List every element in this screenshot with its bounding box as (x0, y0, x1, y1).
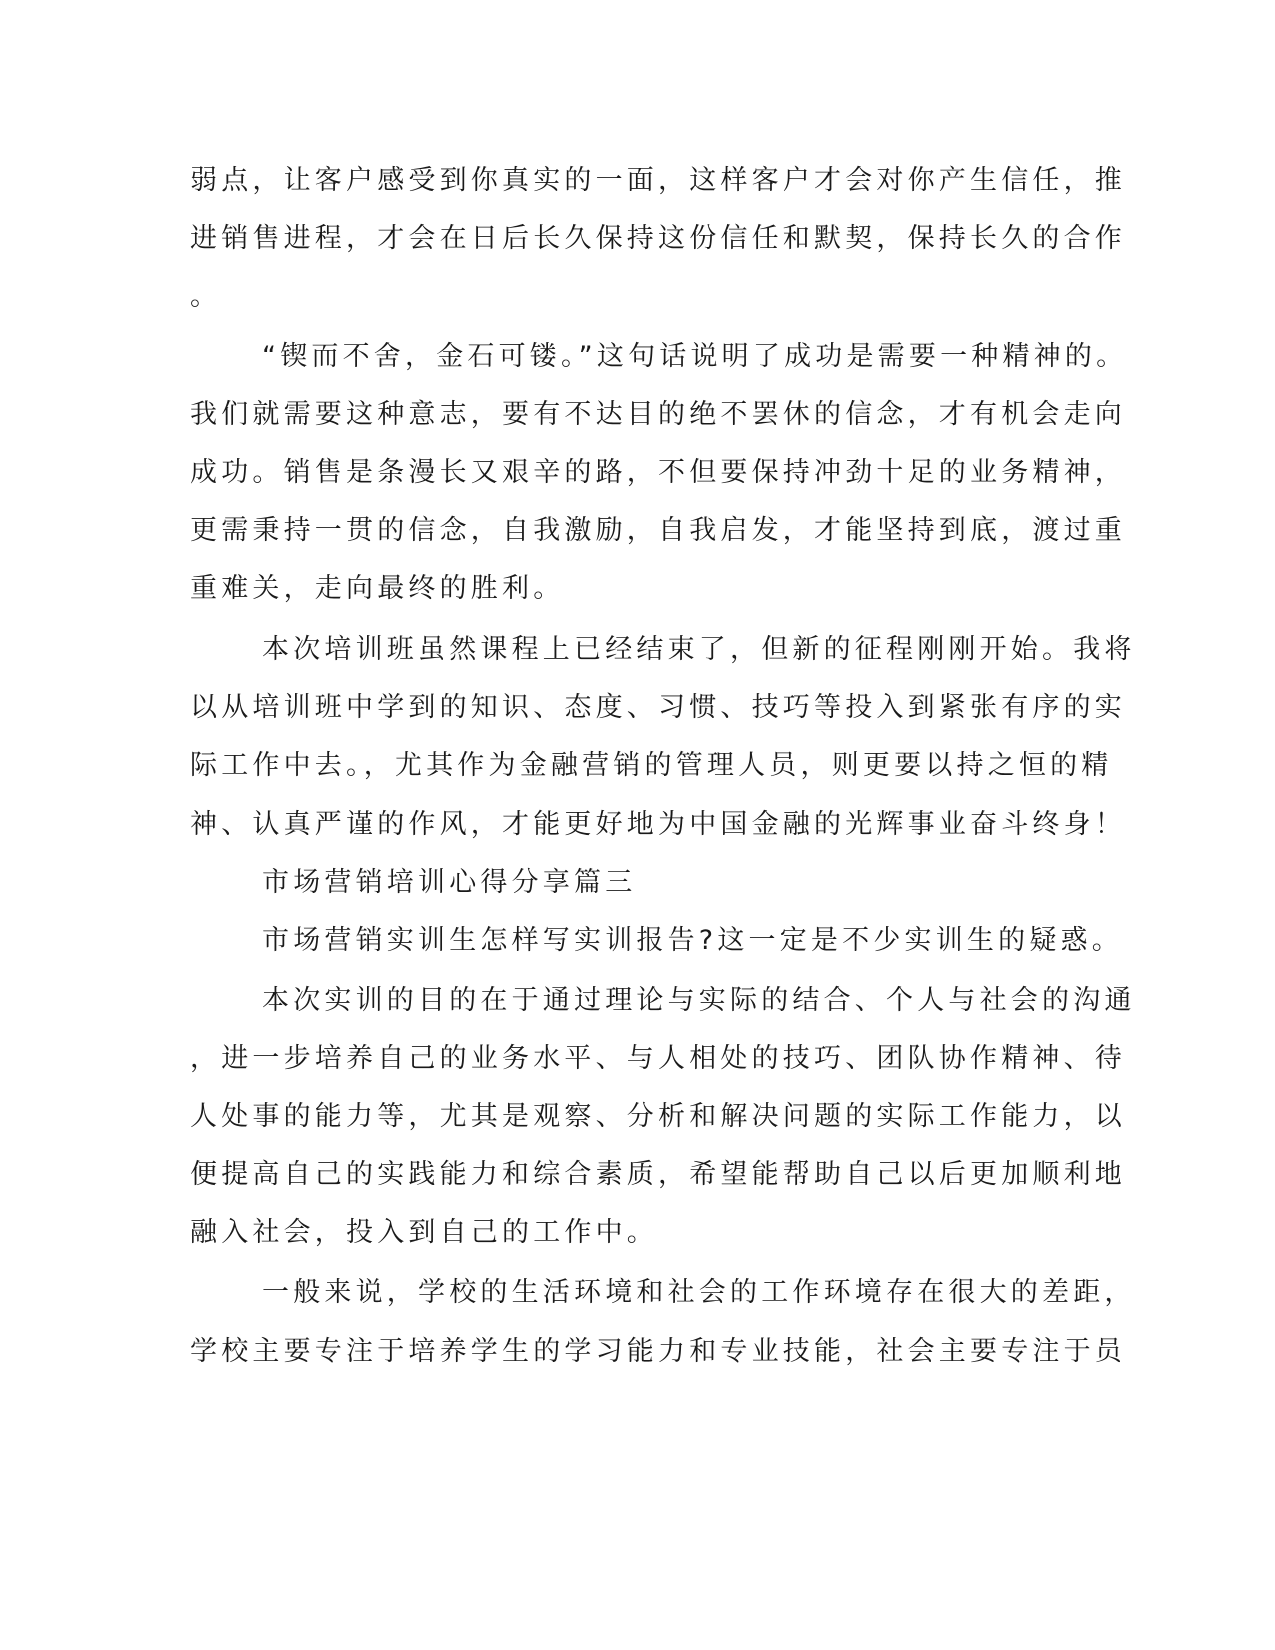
text-line: 神、认真严谨的作风，才能更好地为中国金融的光辉事业奋斗终身！ (190, 809, 1126, 840)
text-line: 进销售进程，才会在日后长久保持这份信任和默契，保持长久的合作 (190, 223, 1126, 254)
text-line: 更需秉持一贯的信念，自我激励，自我启发，才能坚持到底，渡过重 (190, 515, 1126, 546)
text-line: 便提高自己的实践能力和综合素质，希望能帮助自己以后更加顺利地 (190, 1159, 1126, 1190)
text-line: 学校主要专注于培养学生的学习能力和专业技能，社会主要专注于员 (190, 1336, 1126, 1367)
text-line: 本次培训班虽然课程上已经结束了，但新的征程刚刚开始。我将 (262, 634, 1136, 665)
text-line: 以从培训班中学到的知识、态度、习惯、技巧等投入到紧张有序的实 (190, 692, 1126, 723)
text-line: 本次实训的目的在于通过理论与实际的结合、个人与社会的沟通 (262, 985, 1136, 1016)
text-line: 际工作中去。，尤其作为金融营销的管理人员，则更要以持之恒的精 (190, 750, 1113, 781)
text-line: “锲而不舍，金石可镂。”这句话说明了成功是需要一种精神的。 (262, 341, 1128, 372)
text-line: 人处事的能力等，尤其是观察、分析和解决问题的实际工作能力，以 (190, 1101, 1126, 1132)
text-line: 一般来说，学校的生活环境和社会的工作环境存在很大的差距， (262, 1277, 1136, 1308)
text-line: 我们就需要这种意志，要有不达目的绝不罢休的信念，才有机会走向 (190, 399, 1126, 430)
text-line: 融入社会，投入到自己的工作中。 (190, 1217, 658, 1248)
text-line: 市场营销实训生怎样写实训报告?这一定是不少实训生的疑惑。 (262, 925, 1123, 956)
text-line: 弱点，让客户感受到你真实的一面，这样客户才会对你产生信任，推 (190, 165, 1126, 196)
text-line: 重难关，走向最终的胜利。 (190, 573, 565, 604)
text-line: ，进一步培养自己的业务水平、与人相处的技巧、团队协作精神、待 (190, 1043, 1126, 1074)
section-heading: 市场营销培训心得分享篇三 (262, 867, 637, 898)
text-line: 成功。销售是条漫长又艰辛的路，不但要保持冲劲十足的业务精神， (190, 457, 1126, 488)
text-line: 。 (190, 281, 222, 312)
